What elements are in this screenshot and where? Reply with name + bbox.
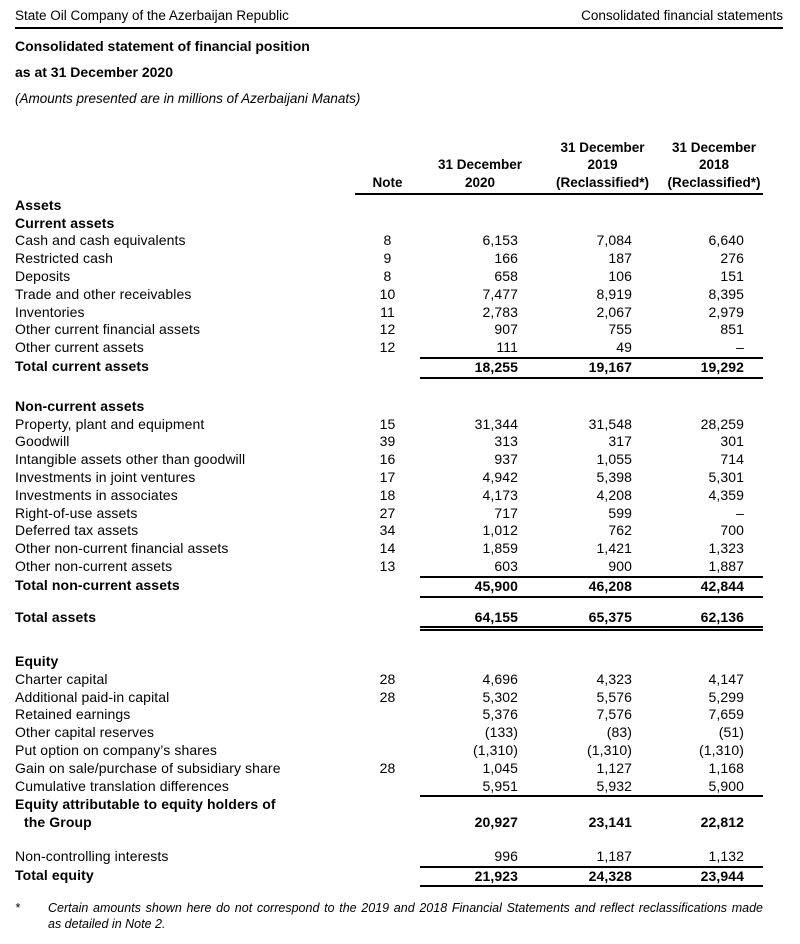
- row-note: 16: [379, 451, 396, 468]
- row-value-2020: 313: [494, 433, 518, 450]
- row-value-2019: 65,375: [540, 609, 665, 629]
- row-note: 8: [383, 232, 392, 249]
- row-note: [355, 194, 420, 215]
- table-row: [15, 505, 763, 523]
- row-label: Total assets: [15, 608, 97, 625]
- row-value-2018: 62,136: [665, 609, 763, 629]
- row-value-2019: [540, 215, 665, 233]
- row-value-2019: 7,576: [596, 706, 632, 723]
- spacer-cell: [15, 597, 763, 609]
- row-value-2020: 20,927: [474, 814, 518, 831]
- table-row: [15, 724, 763, 742]
- row-value-2018: –: [665, 339, 763, 358]
- spacer-cell: [15, 378, 763, 398]
- row-note: [355, 706, 420, 724]
- row-label: Investments in associates: [15, 486, 178, 503]
- spacer-cell: [15, 832, 763, 848]
- row-value-2020: (1,310): [472, 741, 518, 758]
- row-value-2020: 4,173: [482, 486, 518, 503]
- spacer-cell: [15, 629, 763, 653]
- statement-title: Consolidated statement of financial position: [15, 38, 310, 54]
- table-row: [15, 398, 763, 416]
- row-label: Retained earnings: [15, 706, 131, 723]
- row-note: [355, 358, 420, 378]
- row-label: Current assets: [15, 214, 115, 231]
- column-header-line: Note: [372, 174, 403, 190]
- table-body: [15, 194, 763, 887]
- row-value-2019: (1,310): [586, 741, 632, 758]
- column-header-line: 31 December: [671, 140, 757, 155]
- row-value-2020: 45,900: [420, 577, 540, 597]
- row-value-2018: 714: [720, 451, 744, 468]
- row-value-2018: 19,292: [665, 358, 763, 378]
- row-label: Right-of-use assets: [15, 504, 138, 521]
- table-row: [15, 540, 763, 558]
- financial-position-table: [15, 139, 763, 887]
- row-value-2018: 22,812: [700, 814, 744, 831]
- row-value-2019: 5,576: [596, 688, 632, 705]
- page-header: [15, 8, 783, 29]
- row-value-2019: 106: [608, 268, 632, 285]
- row-note: [355, 848, 420, 867]
- row-label: Total non-current assets: [15, 576, 180, 593]
- row-value-2019: 19,167: [540, 358, 665, 378]
- row-value-2019: 8,919: [596, 285, 632, 302]
- table-row: [15, 286, 763, 304]
- row-label: Trade and other receivables: [15, 285, 192, 302]
- row-note: 10: [379, 285, 396, 302]
- table-row: [15, 469, 763, 487]
- table-row: [15, 268, 763, 286]
- row-note: 13: [379, 558, 396, 575]
- row-value-2020: 1,859: [482, 540, 518, 557]
- row-value-2020: 7,477: [482, 285, 518, 302]
- footnote-line-2: as detailed in Note 2.: [48, 916, 166, 931]
- table-row: [15, 487, 763, 505]
- row-note: [355, 724, 420, 742]
- row-value-2019: [540, 653, 665, 671]
- table-row: [15, 339, 763, 358]
- row-value-2019: 599: [608, 504, 632, 521]
- row-label: Cumulative translation differences: [15, 777, 230, 794]
- row-note: 28: [379, 688, 396, 705]
- row-value-2018: 23,944: [665, 867, 763, 887]
- row-value-2018: 8,395: [708, 285, 744, 302]
- statement-date: as at 31 December 2020: [15, 64, 173, 80]
- row-value-2020: 2,783: [482, 303, 518, 320]
- row-value-2019: 5,398: [596, 469, 632, 486]
- row-value-2018: 5,301: [708, 469, 744, 486]
- column-header-c2020: [420, 139, 540, 194]
- row-value-2018: [665, 215, 763, 233]
- row-value-2019: [540, 194, 665, 215]
- row-value-2018: 28,259: [700, 415, 744, 432]
- row-value-2018: 276: [720, 250, 744, 267]
- row-value-2019: 24,328: [540, 867, 665, 887]
- table-row: [15, 653, 763, 671]
- row-value-2020: 166: [494, 250, 518, 267]
- row-note: 8: [383, 268, 392, 285]
- row-label: Gain on sale/purchase of subsidiary share: [15, 759, 281, 776]
- row-value-2018: 151: [720, 268, 744, 285]
- row-label: Assets: [15, 196, 62, 213]
- column-header-label: [15, 139, 355, 194]
- row-value-2019: 49: [540, 339, 665, 358]
- row-label: Other capital reserves: [15, 724, 155, 741]
- row-value-2018: 7,659: [708, 706, 744, 723]
- row-value-2020: 658: [494, 268, 518, 285]
- row-label: Deferred tax assets: [15, 522, 139, 539]
- row-note: [355, 796, 420, 832]
- row-value-2020: 5,302: [482, 688, 518, 705]
- row-label: Deposits: [15, 268, 71, 285]
- row-value-2019: 762: [608, 522, 632, 539]
- row-label: Other non-current financial assets: [15, 540, 229, 557]
- row-value-2018: 4,147: [708, 670, 744, 687]
- column-header-line: 2018: [698, 157, 730, 173]
- row-label: Investments in joint ventures: [15, 469, 196, 486]
- row-value-2020: 18,255: [420, 358, 540, 378]
- row-label: Additional paid-in capital: [15, 688, 170, 705]
- row-value-2019: 755: [608, 321, 632, 338]
- row-value-2018: 2,979: [708, 303, 744, 320]
- spacer-row: [15, 597, 763, 609]
- row-label: Non-controlling interests: [15, 847, 169, 864]
- row-value-2018: 301: [720, 433, 744, 450]
- row-value-2019: 317: [608, 433, 632, 450]
- table-header: [15, 139, 763, 194]
- row-label: Other current assets: [15, 339, 144, 356]
- row-value-2020: 717: [494, 504, 518, 521]
- row-note: 27: [379, 504, 396, 521]
- row-value-2018: [665, 194, 763, 215]
- row-value-2018: –: [736, 504, 744, 521]
- row-value-2020: 111: [420, 339, 540, 358]
- row-value-2018: 6,640: [708, 232, 744, 249]
- row-value-2019: 23,141: [588, 814, 632, 831]
- row-label: Total equity: [15, 866, 94, 883]
- table-row: [15, 304, 763, 322]
- spacer-row: [15, 378, 763, 398]
- row-note: 9: [383, 250, 392, 267]
- row-label: Charter capital: [15, 670, 108, 687]
- table-row: [15, 867, 763, 887]
- row-label: Restricted cash: [15, 250, 113, 267]
- row-value-2018: (51): [718, 724, 744, 741]
- row-value-2020: 907: [494, 321, 518, 338]
- table-row: [15, 689, 763, 707]
- column-header-line: 2020: [464, 174, 496, 190]
- row-value-2020: 603: [420, 558, 540, 577]
- column-header-c2019: [540, 139, 665, 194]
- row-note: [355, 867, 420, 887]
- row-value-2018: (1,310): [698, 741, 744, 758]
- row-label: Total current assets: [15, 358, 150, 375]
- row-value-2019: 4,323: [596, 670, 632, 687]
- row-label: Non-current assets: [15, 397, 145, 414]
- table-row: [15, 706, 763, 724]
- column-header-line: (Reclassified*): [667, 174, 761, 190]
- row-value-2019: 46,208: [540, 577, 665, 597]
- row-value-2020: 21,923: [420, 867, 540, 887]
- table-row: [15, 742, 763, 760]
- row-value-2020: 4,696: [482, 670, 518, 687]
- footnote-text: [48, 901, 763, 932]
- table-row: [15, 577, 763, 597]
- row-value-2019: 1,187: [540, 848, 665, 867]
- row-value-2019: 7,084: [596, 232, 632, 249]
- company-name: State Oil Company of the Azerbaijan Republic: [15, 8, 289, 23]
- row-label: Equity: [15, 652, 59, 669]
- table-row: [15, 760, 763, 778]
- row-note: 15: [379, 415, 396, 432]
- row-value-2018: 1,887: [665, 558, 763, 577]
- row-note: 17: [379, 469, 396, 486]
- table-row: [15, 848, 763, 867]
- row-value-2018: [665, 398, 763, 416]
- table-row: [15, 558, 763, 577]
- column-header-note: [355, 139, 420, 194]
- row-value-2020: 64,155: [420, 609, 540, 629]
- row-value-2018: 1,132: [665, 848, 763, 867]
- row-note: 34: [379, 522, 396, 539]
- column-header-line: 31 December: [560, 140, 645, 155]
- row-value-2018: 1,168: [708, 759, 744, 776]
- table-row: [15, 451, 763, 469]
- row-note: 12: [379, 321, 396, 338]
- row-label-line-1: Equity attributable to equity holders of: [15, 796, 276, 813]
- row-note: 39: [379, 433, 396, 450]
- column-header-line: 31 December: [437, 157, 523, 173]
- row-label: Intangible assets other than goodwill: [15, 451, 246, 468]
- row-note: [355, 215, 420, 233]
- table-row: [15, 416, 763, 434]
- row-value-2019: (83): [606, 724, 632, 741]
- row-value-2018: 700: [720, 522, 744, 539]
- row-value-2019: [540, 398, 665, 416]
- row-label: Goodwill: [15, 433, 70, 450]
- row-value-2020: 31,344: [474, 415, 518, 432]
- table-row: [15, 609, 763, 629]
- row-value-2020: 996: [420, 848, 540, 867]
- title-block: [15, 39, 783, 106]
- row-label: Property, plant and equipment: [15, 415, 205, 432]
- row-value-2018: 5,900: [665, 778, 763, 797]
- row-value-2018: 4,359: [708, 486, 744, 503]
- footnote-marker: *: [15, 901, 20, 916]
- row-value-2019: 187: [608, 250, 632, 267]
- row-value-2020: 937: [494, 451, 518, 468]
- spacer-row: [15, 832, 763, 848]
- row-value-2019: 1,127: [596, 759, 632, 776]
- row-note: 14: [379, 540, 396, 557]
- table-row: [15, 778, 763, 797]
- row-value-2020: 1,012: [482, 522, 518, 539]
- row-note: 11: [380, 303, 395, 320]
- table-row: [15, 250, 763, 268]
- row-value-2020: 1,045: [482, 759, 518, 776]
- row-value-2020: (133): [484, 724, 518, 741]
- footnote: [15, 901, 783, 932]
- table-row: [15, 232, 763, 250]
- table-row: [15, 194, 763, 215]
- row-label: Other non-current assets: [15, 558, 173, 575]
- row-value-2018: 851: [720, 321, 744, 338]
- row-note: [355, 742, 420, 760]
- row-value-2019: 2,067: [596, 303, 632, 320]
- row-note: 12: [379, 339, 396, 356]
- footnote-line-1: Certain amounts shown here do not correspond to the 2019 and 2018 Financial Statements and reflect reclassifications made: [48, 901, 763, 916]
- row-label-line-2: the Group: [24, 814, 92, 831]
- table-row: [15, 433, 763, 451]
- row-value-2019: 4,208: [596, 486, 632, 503]
- row-value-2019: 5,932: [540, 778, 665, 797]
- row-value-2020: [420, 398, 540, 416]
- document-type: Consolidated financial statements: [581, 8, 783, 23]
- row-value-2020: 5,376: [482, 706, 518, 723]
- row-note: [355, 398, 420, 416]
- table-row: [15, 796, 763, 832]
- row-value-2018: 1,323: [708, 540, 744, 557]
- row-label: [15, 796, 355, 832]
- row-value-2018: 42,844: [665, 577, 763, 597]
- row-note: [355, 653, 420, 671]
- column-header-line: (Reclassified*): [555, 174, 650, 190]
- row-value-2018: 5,299: [708, 688, 744, 705]
- row-note: 18: [379, 486, 396, 503]
- row-value-2019: 31,548: [588, 415, 632, 432]
- row-note: 28: [379, 670, 396, 687]
- row-value-2020: 5,951: [420, 778, 540, 797]
- row-note: [355, 577, 420, 597]
- row-value-2019: 900: [540, 558, 665, 577]
- table-row: [15, 358, 763, 378]
- column-header-c2018: [665, 139, 763, 194]
- row-label: Other current financial assets: [15, 321, 201, 338]
- table-row: [15, 321, 763, 339]
- row-value-2019: 1,055: [596, 451, 632, 468]
- amounts-note: (Amounts presented are in millions of Azerbaijani Manats): [15, 91, 361, 106]
- row-value-2020: 6,153: [482, 232, 518, 249]
- row-label: Cash and cash equivalents: [15, 232, 186, 249]
- row-value-2020: [420, 194, 540, 215]
- spacer-row: [15, 629, 763, 653]
- row-note: [355, 609, 420, 629]
- row-value-2018: [665, 653, 763, 671]
- column-header-line: 2019: [587, 157, 618, 173]
- row-value-2019: 1,421: [596, 540, 632, 557]
- row-value-2020: [420, 215, 540, 233]
- table-row: [15, 215, 763, 233]
- table-row: [15, 671, 763, 689]
- row-label: Put option on company’s shares: [15, 741, 217, 758]
- row-value-2020: [420, 653, 540, 671]
- row-label: Inventories: [15, 303, 85, 320]
- table-header-row: [15, 139, 763, 194]
- row-note: 28: [379, 759, 396, 776]
- table-row: [15, 522, 763, 540]
- row-value-2020: 4,942: [482, 469, 518, 486]
- row-note: [355, 778, 420, 797]
